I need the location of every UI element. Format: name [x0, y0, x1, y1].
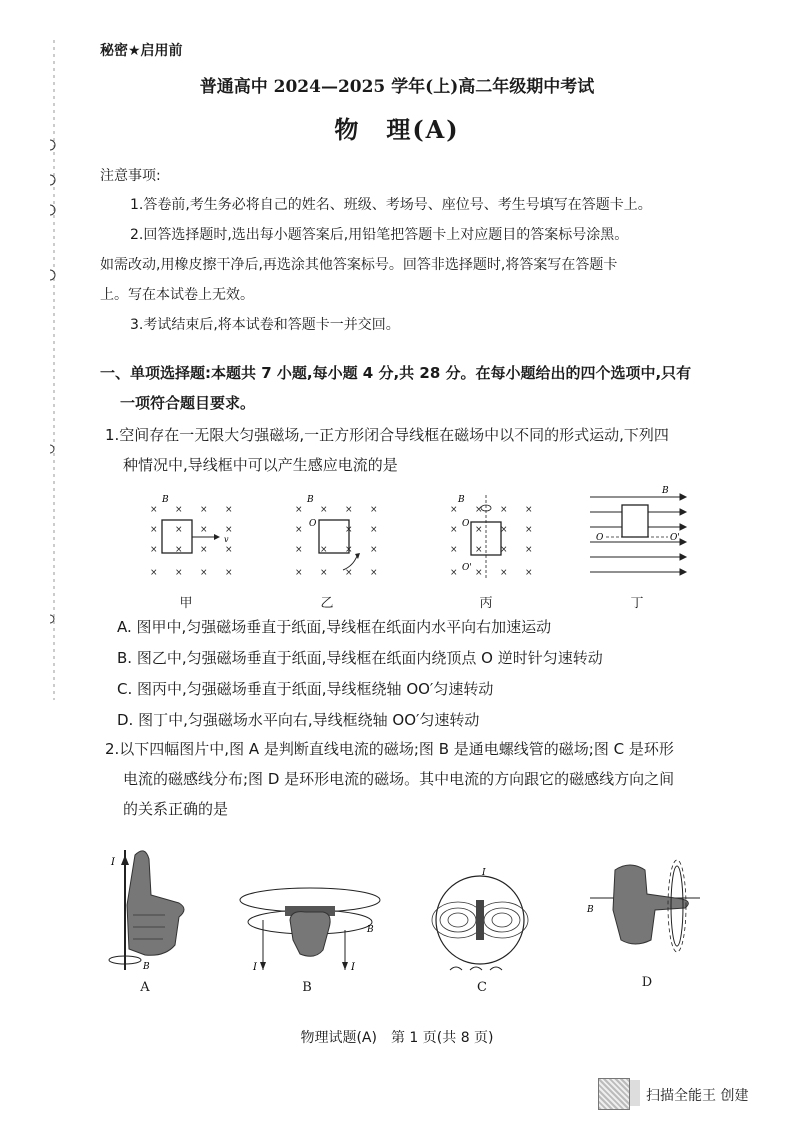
scanner-logo-icon — [630, 1080, 640, 1106]
question-1-options — [117, 612, 757, 736]
b-label: B — [587, 905, 594, 915]
option-b[interactable]: B. 图乙中,匀强磁场垂直于纸面,导线框在纸面内绕顶点 O 逆时针匀速转动 — [117, 649, 603, 667]
svg-text:×: × — [225, 525, 233, 535]
secret-label: 秘密★启用前 — [100, 43, 183, 59]
section-line: 一、单项选择题:本题共 7 小题,每小题 4 分,共 28 分。在每小题给出的四个选项中,只有 — [100, 364, 692, 382]
figure-caption: B — [302, 980, 312, 995]
figure-a-thumb-rule — [105, 845, 195, 975]
o-label: O — [462, 519, 470, 529]
hand-shape — [290, 912, 330, 957]
question-1 — [105, 420, 745, 480]
figure-d-ring-current — [585, 850, 705, 970]
svg-text:×: × — [525, 568, 533, 578]
note-item: 2.回答选择题时,选出每小题答案后,用铅笔把答题卡上对应题目的答案标号涂黑。 — [130, 227, 629, 243]
svg-text:×: × — [525, 525, 533, 535]
svg-text:×: × — [500, 545, 508, 555]
svg-text:×: × — [500, 568, 508, 578]
svg-text:×: × — [345, 505, 353, 515]
figure-caption: C — [477, 980, 487, 995]
svg-text:×: × — [225, 505, 233, 515]
option-c[interactable]: C. 图丙中,匀强磁场垂直于纸面,导线框绕轴 OO′匀速转动 — [117, 680, 494, 698]
svg-text:×: × — [150, 525, 158, 535]
exam-subtitle: 物 理(A) — [334, 115, 460, 144]
svg-text:×: × — [320, 505, 328, 515]
notes-list — [100, 190, 740, 340]
i-label: I — [482, 868, 486, 878]
svg-text:×: × — [345, 568, 353, 578]
exam-title: 普通高中 2024—2025 学年(上)高二年级期中考试 — [199, 77, 595, 97]
figure-jia — [140, 490, 240, 590]
figure-bing — [440, 490, 540, 590]
question-1-line: 1.空间存在一无限大匀强磁场,一正方形闭合导线框在磁场中以不同的形式运动,下列四 — [105, 426, 669, 444]
note-item: 上。写在本试卷上无效。 — [100, 287, 254, 303]
o-prime-label: O' — [670, 533, 680, 543]
svg-text:×: × — [175, 568, 183, 578]
svg-text:×: × — [225, 568, 233, 578]
svg-text:×: × — [345, 545, 353, 555]
hand-shape — [613, 865, 688, 944]
svg-text:×: × — [150, 505, 158, 515]
svg-text:×: × — [500, 505, 508, 515]
figure-caption: D — [641, 975, 653, 990]
page-footer: 物理试题(A) 第 1 页(共 8 页) — [300, 1030, 494, 1046]
figure-b-solenoid — [235, 870, 385, 980]
svg-text:×: × — [525, 545, 533, 555]
svg-text:×: × — [295, 568, 303, 578]
svg-text:×: × — [370, 525, 378, 535]
section-heading — [100, 358, 750, 418]
o-label: O — [309, 519, 317, 529]
question-1-line: 种情况中,导线框中可以产生感应电流的是 — [123, 456, 398, 474]
svg-text:×: × — [200, 545, 208, 555]
qr-code-icon — [598, 1078, 630, 1110]
i-label: I — [351, 962, 355, 973]
note-item: 如需改动,用橡皮擦干净后,再选涂其他答案标号。回答非选择题时,将答案写在答题卡 — [100, 257, 618, 273]
b-label: B — [143, 962, 150, 972]
watermark-text: 扫描全能王 创建 — [646, 1088, 749, 1104]
svg-text:×: × — [320, 568, 328, 578]
note-item: 3.考试结束后,将本试卷和答题卡一并交回。 — [130, 317, 400, 333]
svg-text:×: × — [200, 505, 208, 515]
figure-yi — [285, 490, 385, 590]
v-label: v — [224, 535, 229, 544]
note-item: 1.答卷前,考生务必将自己的姓名、班级、考场号、座位号、考生号填写在答题卡上。 — [130, 197, 652, 213]
svg-text:×: × — [450, 505, 458, 515]
ring-cross-section — [476, 900, 484, 940]
question-2-line: 电流的磁感线分布;图 D 是环形电流的磁场。其中电流的方向跟它的磁感线方向之间 — [123, 770, 675, 788]
figure-caption: 乙 — [320, 596, 334, 611]
i-label: I — [111, 857, 115, 868]
svg-text:×: × — [345, 525, 353, 535]
question-2-line: 2.以下四幅图片中,图 A 是判断直线电流的磁场;图 B 是通电螺线管的磁场;图 C 是环形 — [105, 740, 674, 758]
svg-text:×: × — [370, 568, 378, 578]
option-d[interactable]: D. 图丁中,匀强磁场水平向右,导线框绕轴 OO′匀速转动 — [117, 711, 480, 729]
question-2-line: 的关系正确的是 — [123, 800, 229, 818]
svg-text:×: × — [525, 505, 533, 515]
svg-text:×: × — [150, 568, 158, 578]
o-prime-label: O' — [462, 563, 472, 573]
notes-heading: 注意事项: — [100, 168, 161, 184]
cross-grid — [295, 505, 378, 578]
b-label: B — [458, 495, 465, 505]
svg-text:×: × — [370, 505, 378, 515]
svg-text:×: × — [200, 568, 208, 578]
svg-text:×: × — [225, 545, 233, 555]
section-line: 一项符合题目要求。 — [120, 394, 256, 412]
svg-text:×: × — [475, 525, 483, 535]
svg-text:×: × — [475, 505, 483, 515]
o-label: O — [596, 533, 604, 543]
svg-text:×: × — [370, 545, 378, 555]
svg-text:×: × — [475, 568, 483, 578]
svg-text:×: × — [295, 545, 303, 555]
figure-c-ring-field — [420, 865, 540, 980]
svg-text:×: × — [450, 545, 458, 555]
svg-text:×: × — [475, 545, 483, 555]
b-label: B — [367, 925, 374, 935]
b-label: B — [662, 486, 669, 496]
svg-text:×: × — [200, 525, 208, 535]
svg-text:×: × — [175, 505, 183, 515]
b-label: B — [162, 495, 169, 505]
figure-caption: A — [140, 980, 150, 995]
svg-text:×: × — [295, 505, 303, 515]
question-2 — [105, 734, 745, 824]
option-a[interactable]: A. 图甲中,匀强磁场垂直于纸面,导线框在纸面内水平向右加速运动 — [117, 618, 552, 636]
figure-ding — [588, 485, 688, 585]
svg-text:×: × — [450, 525, 458, 535]
figure-caption: 丁 — [630, 596, 644, 611]
figure-caption: 甲 — [179, 596, 193, 611]
scanner-watermark — [598, 1078, 778, 1110]
svg-text:×: × — [175, 525, 183, 535]
hand-shape — [127, 851, 184, 955]
svg-text:×: × — [500, 525, 508, 535]
figure-caption: 丙 — [479, 596, 493, 611]
i-label: I — [253, 962, 257, 973]
svg-text:×: × — [320, 545, 328, 555]
svg-text:×: × — [295, 525, 303, 535]
svg-text:×: × — [150, 545, 158, 555]
wire-frame — [622, 505, 648, 537]
b-label: B — [307, 495, 314, 505]
svg-text:×: × — [450, 568, 458, 578]
svg-text:×: × — [175, 545, 183, 555]
